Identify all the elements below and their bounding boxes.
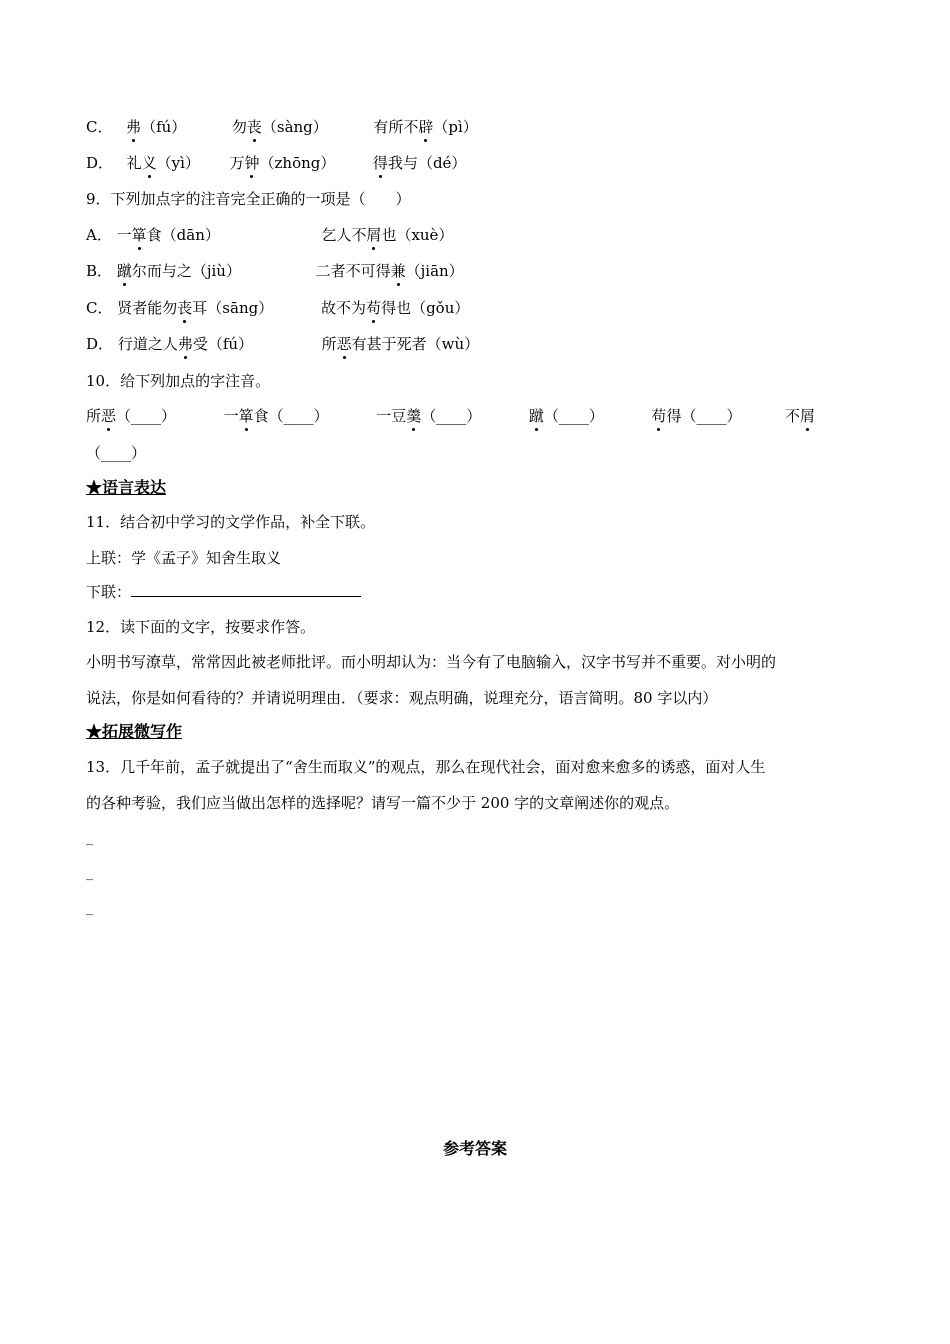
option-item: 一箪食（dān） (116, 226, 220, 244)
option-item: 行道之人弗受（fú） (117, 335, 254, 353)
q12-passage-line-2: 说法，你是如何看待的？并请说明理由．（要求：观点明确，说理充分，语言简明。80 字以内） (86, 689, 718, 707)
option-item: 礼义（yì） (126, 154, 200, 172)
q10-stem: 10．给下列加点的字注音。 (86, 372, 271, 390)
option-item: 有所不辟（pì） (373, 118, 478, 136)
q10-item: 不屑 (785, 407, 816, 425)
q10-item: 蹴（____） (528, 407, 604, 425)
option-item: 故不为苟得也（gǒu） (321, 299, 470, 317)
q10-item: 苟得（____） (651, 407, 742, 425)
q12-stem: 12．读下面的文字，按要求作答。 (86, 618, 316, 636)
q9-stem: 9．下列加点字的注音完全正确的一项是（ ） (86, 190, 411, 208)
answer-section-title: 参考答案 (442, 1139, 507, 1158)
option-item: 弗（fú） (126, 118, 187, 136)
q12-passage-line-1: 小明书写潦草，常常因此被老师批评。而小明却认为：当今有了电脑输入，汉字书写并不重要。对小明的 (86, 653, 777, 671)
option-item: 蹴尔而与之（jiù） (116, 262, 241, 280)
option-item: 贤者能勿丧耳（sāng） (117, 299, 274, 317)
q11-upper-couplet: 上联：学《孟子》知舍生取义 (86, 549, 282, 567)
answer-line[interactable]: _ (86, 900, 93, 916)
option-label: A． (86, 226, 112, 244)
option-item: 万钟（zhōng） (229, 154, 336, 172)
section-heading-writing: ★拓展微写作 (86, 722, 183, 741)
q9-option-b (86, 261, 464, 281)
option-label: B． (86, 262, 113, 280)
option-label: C． (86, 299, 113, 317)
q13-line-1: 13．几千年前，孟子就提出了“舍生而取义”的观点，那么在现代社会，面对愈来愈多的诱惑，面对人生 (86, 758, 766, 776)
option-label: D． (86, 335, 114, 353)
lower-label: 下联： (86, 583, 132, 601)
q11-stem: 11．结合初中学习的文学作品，补全下联。 (86, 513, 376, 531)
q8-option-c (86, 117, 478, 137)
q10-item: 一箪食（____） (223, 407, 329, 425)
option-item: 二者不可得兼（jiān） (315, 262, 464, 280)
section-heading-language: ★语言表达 (86, 478, 167, 497)
option-item: 勿丧（sàng） (231, 118, 328, 136)
q10-item: 一豆羹（____） (376, 407, 482, 425)
q11-lower-couplet (86, 582, 361, 602)
option-item: 得我与（dé） (372, 154, 467, 172)
q10-items (86, 406, 815, 426)
answer-line[interactable]: _ (86, 865, 93, 881)
q13-line-2: 的各种考验，我们应当做出怎样的选择呢？请写一篇不少于 200 字的文章阐述你的观点。 (86, 794, 680, 812)
answer-blank[interactable] (131, 582, 361, 597)
q10-item: 所恶（____） (86, 407, 177, 425)
q8-option-d (86, 153, 466, 173)
q9-option-a (86, 225, 453, 245)
option-label: C． (86, 118, 113, 136)
q9-option-c (86, 298, 469, 318)
option-item: 所恶有甚于死者（wù） (321, 335, 480, 353)
option-item: 乞人不屑也（xuè） (321, 226, 454, 244)
answer-line[interactable]: _ (86, 830, 93, 846)
q10-wrap-blank: （____） (86, 444, 147, 462)
option-label: D． (86, 154, 114, 172)
q9-option-d (86, 334, 479, 354)
